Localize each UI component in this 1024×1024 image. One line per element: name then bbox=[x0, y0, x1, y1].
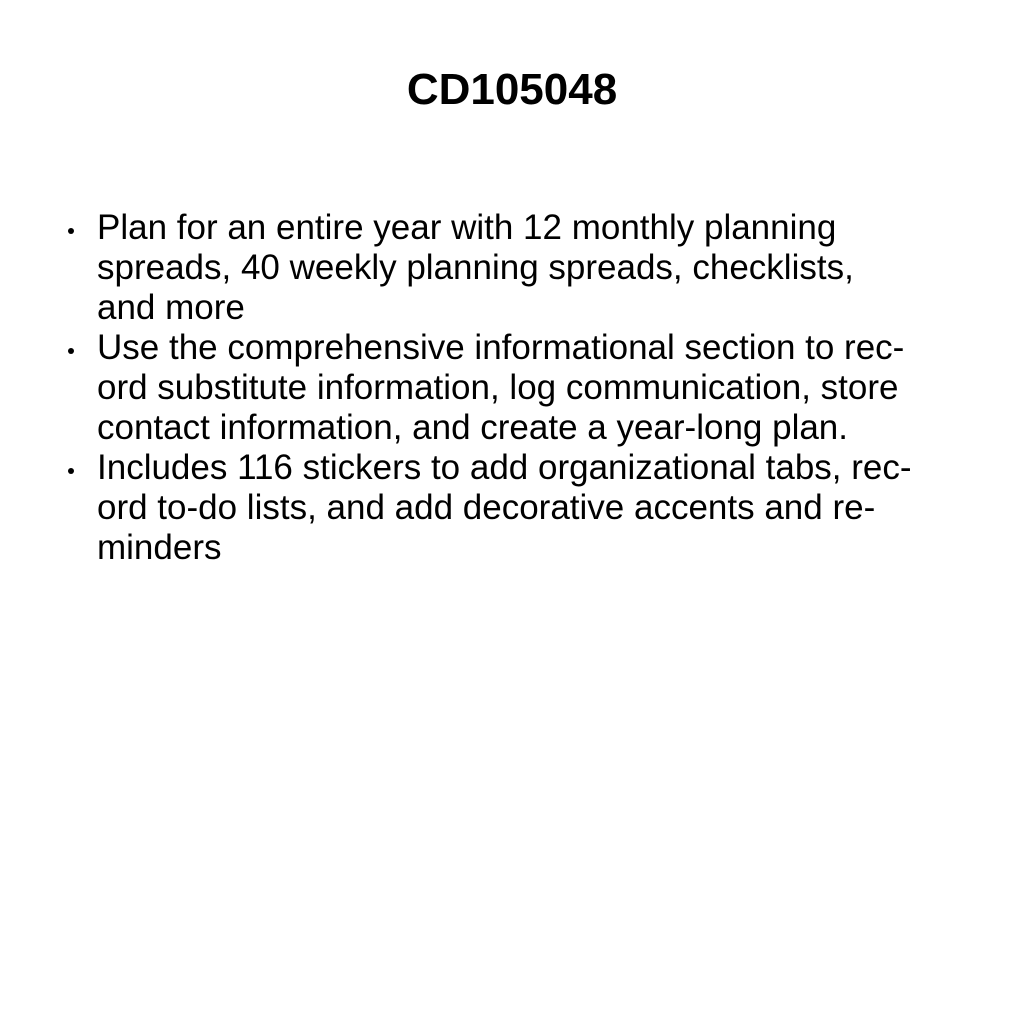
feature-text-line: ord to-do lists, and add decorative accents and re- bbox=[97, 488, 876, 527]
feature-text-line: Use the comprehensive informational section to rec- bbox=[97, 328, 905, 367]
page-title: CD105048 bbox=[406, 65, 618, 114]
bullet-icon bbox=[68, 348, 74, 354]
feature-item-plan bbox=[58, 208, 958, 328]
feature-list bbox=[58, 208, 958, 568]
feature-text-line: ord substitute information, log communication, store bbox=[97, 368, 899, 407]
feature-text-line: Includes 116 stickers to add organizational tabs, rec- bbox=[97, 448, 912, 487]
feature-text-line: contact information, and create a year-long plan. bbox=[97, 408, 848, 447]
feature-text-line: and more bbox=[97, 288, 245, 327]
feature-text-line: Plan for an entire year with 12 monthly planning bbox=[97, 208, 837, 247]
bullet-icon bbox=[68, 228, 74, 234]
feature-text-line: spreads, 40 weekly planning spreads, checklists, bbox=[97, 248, 854, 287]
bullet-icon bbox=[68, 468, 74, 474]
feature-text-line: minders bbox=[97, 528, 222, 567]
feature-item-info-section bbox=[58, 328, 958, 448]
feature-item-stickers bbox=[58, 448, 958, 568]
